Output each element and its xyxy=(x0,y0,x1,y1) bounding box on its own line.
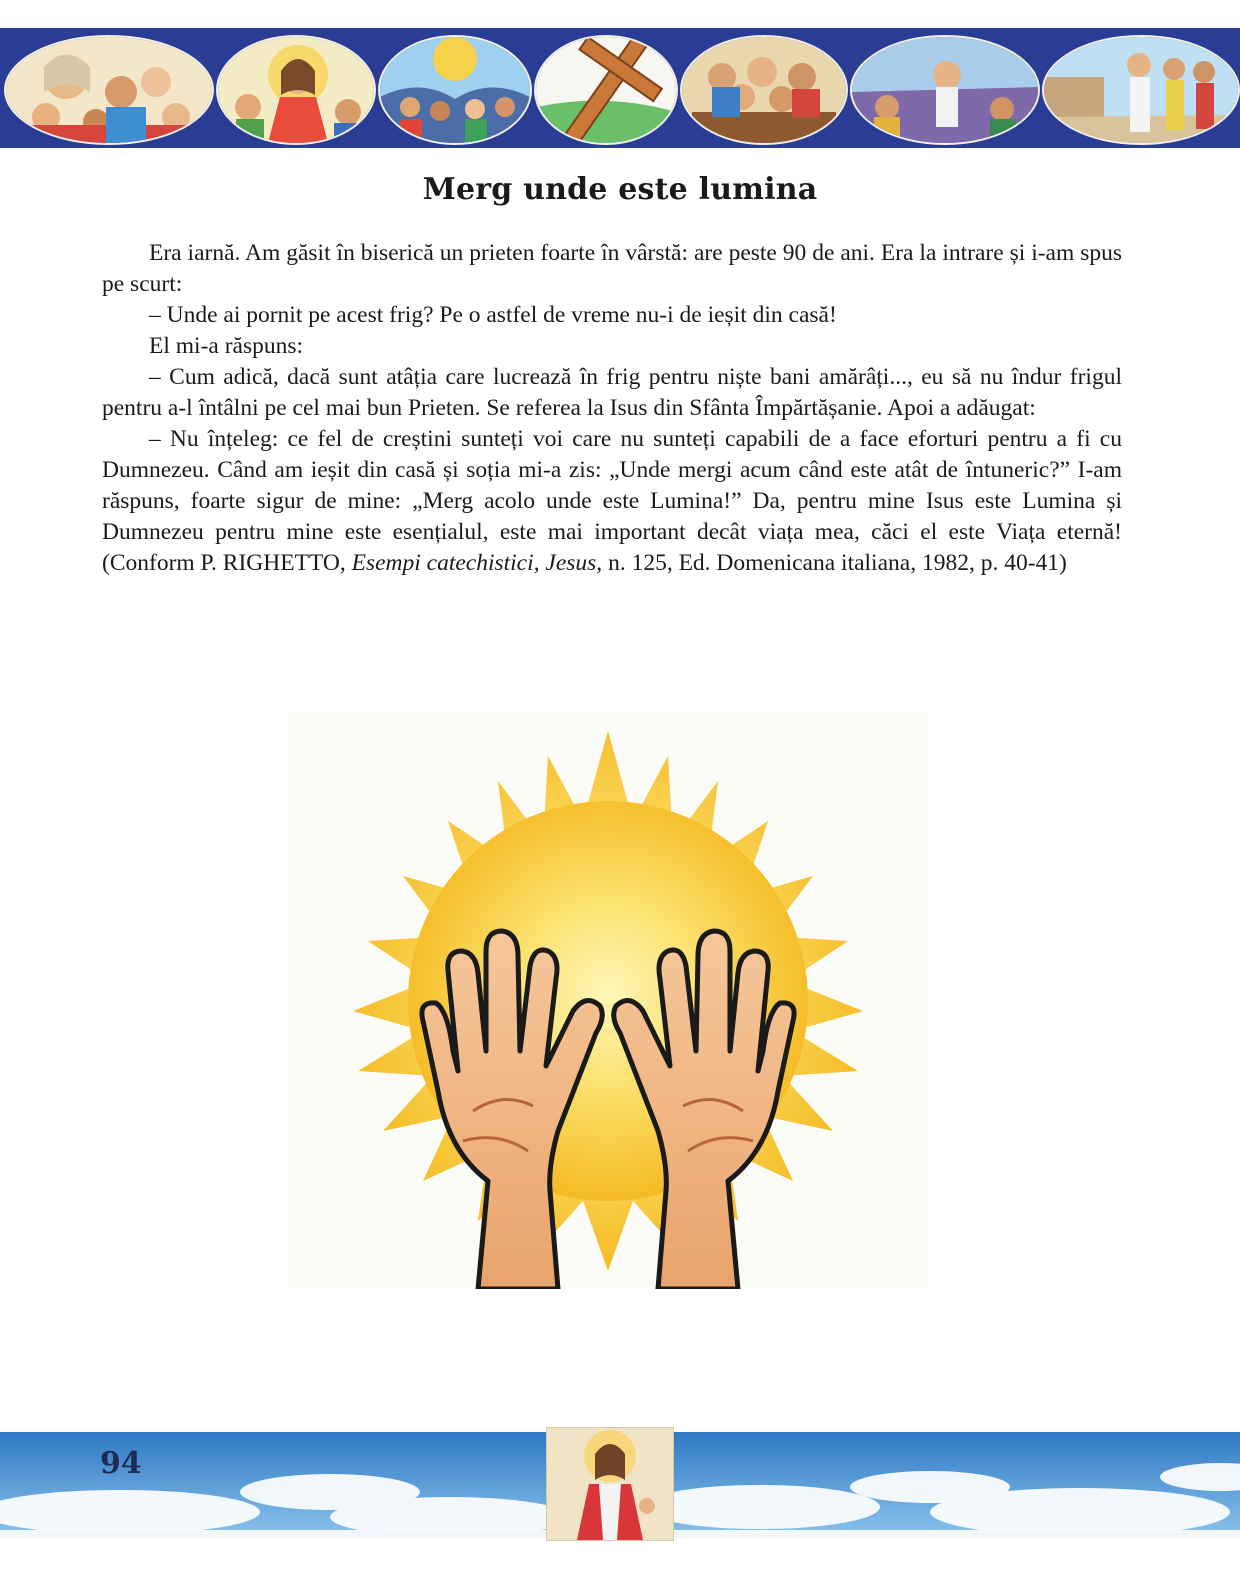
paragraph: Era iarnă. Am găsit în biserică un prieten foarte în vârstă: are peste 90 de ani. Era la intrare și i-am spus pe scurt: xyxy=(102,240,1122,297)
paragraph xyxy=(102,424,1122,579)
jesus-walking-icon xyxy=(1042,35,1240,145)
crowd-worship-icon xyxy=(378,35,532,145)
jesus-blessing-icon xyxy=(216,35,376,145)
top-banner xyxy=(0,28,1240,148)
page-number: 94 xyxy=(100,1446,142,1481)
jesus-portrait-icon xyxy=(546,1427,674,1541)
paragraph: – Cum adică, dacă sunt atâția care lucrează în frig pentru niște bani amărâți..., eu să nu îndur frigul pentru a-l întâlni pe cel mai bun Prieten. Se referea la Isus din Sfânta Împărtășanie. Apoi a adăugat: xyxy=(102,364,1122,421)
page-title: Merg unde este lumina xyxy=(422,172,818,207)
jesus-preaching-icon xyxy=(850,35,1040,145)
citation-title: Esempi catechistici, Jesus, xyxy=(351,550,603,576)
paragraph: El mi-a răspuns: xyxy=(149,333,304,359)
paragraph: – Unde ai pornit pe acest frig? Pe o astfel de vreme nu-i de ieșit din casă! xyxy=(149,302,837,328)
hands-raised-to-sun-icon xyxy=(288,711,928,1289)
citation-tail: n. 125, Ed. Domenicana italiana, 1982, p. 40-41) xyxy=(602,550,1067,576)
cross-icon xyxy=(534,35,678,145)
jesus-with-children-icon xyxy=(4,35,214,145)
story-text xyxy=(102,238,1122,579)
paragraph-text: – Nu înțeleg: ce fel de creștini sunteți voi care nu sunteți capabili de a face eforturi pentru a fi cu Dumnezeu. Când am ieșit din casă și soția mi-a zis: „Unde mergi acum când este atât de întuneric?” I-am răspuns, foarte sigur de mine: „Merg acolo unde este Lumina!” Da, pentru mine Isus este Lumina și Dumnezeu pentru mine este esențialul, este mai important decât viața mea, căci el este Viața eternă! (Conform P. RIGHETTO, xyxy=(102,426,1122,576)
last-supper-icon xyxy=(680,35,848,145)
